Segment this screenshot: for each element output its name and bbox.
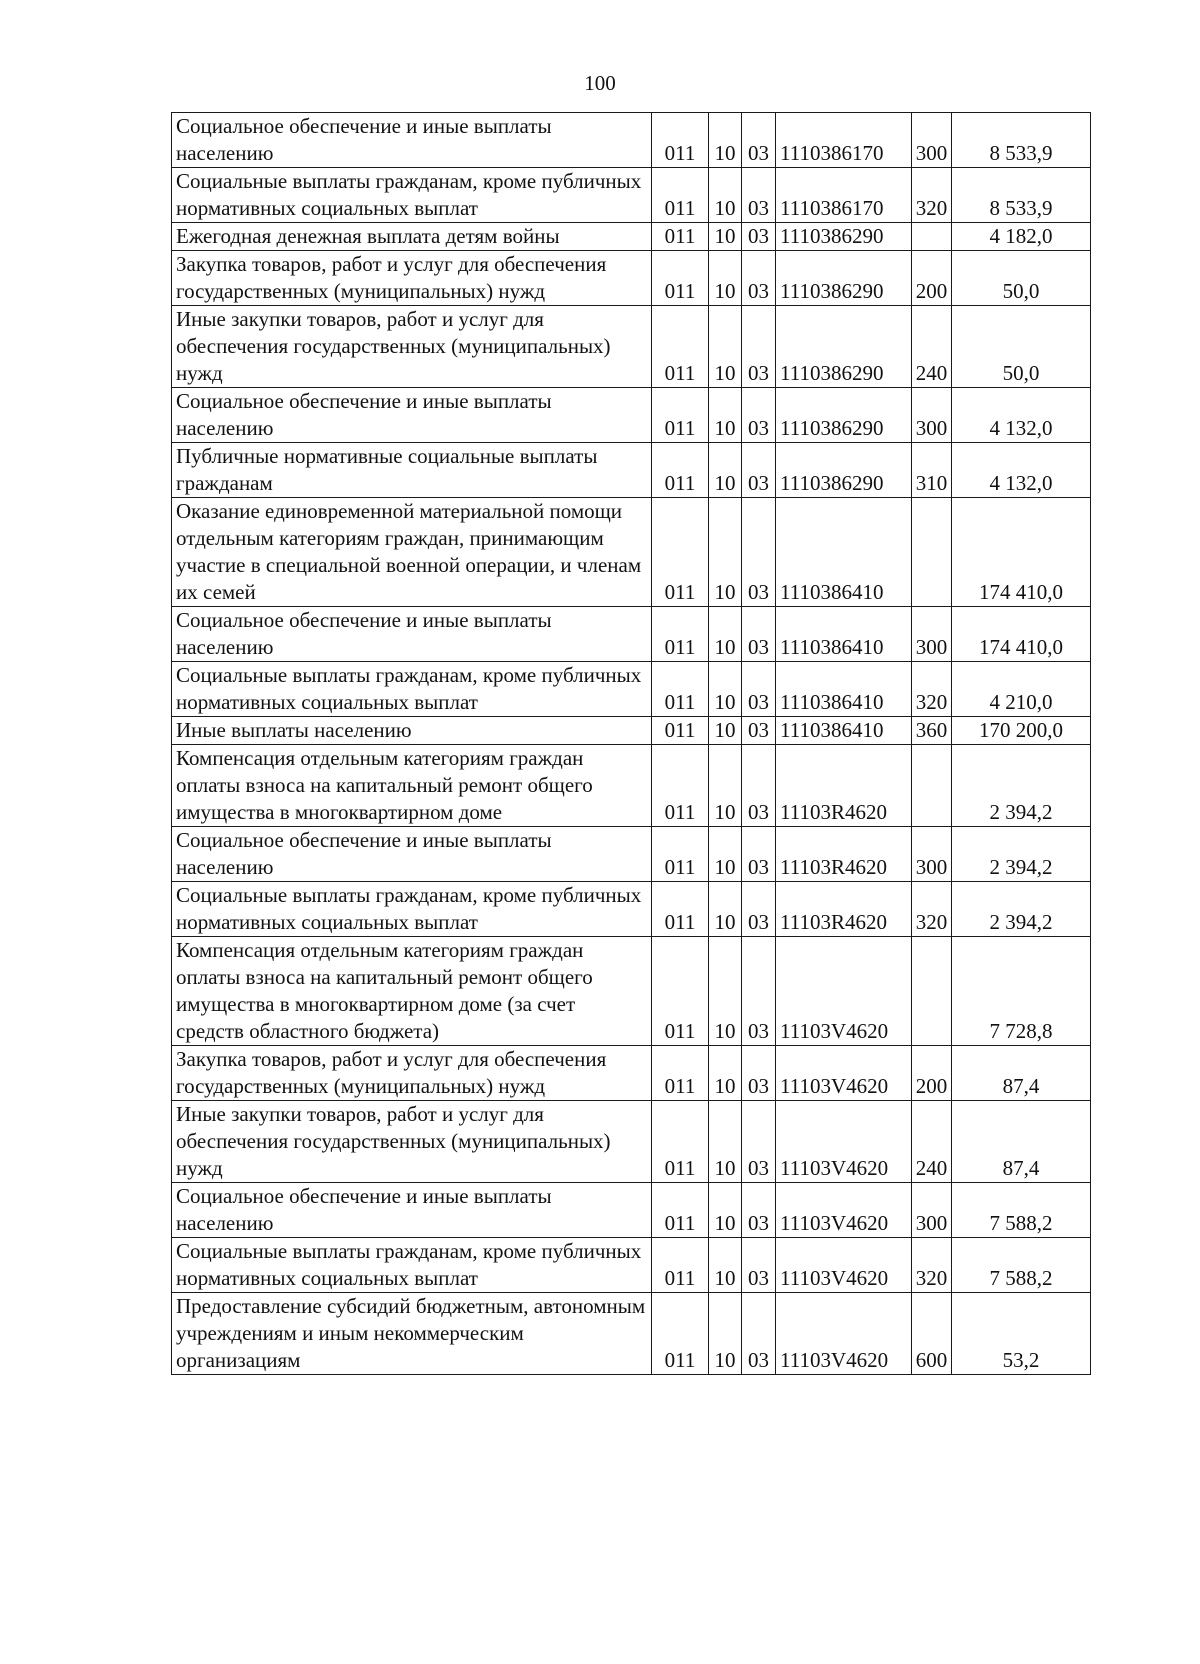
row-subsection-code: 03 [742,882,776,937]
row-amount: 87,4 [952,1101,1091,1183]
row-amount: 4 132,0 [952,388,1091,443]
row-target-article: 11103V4620 [776,1293,912,1375]
row-section-code: 10 [709,498,742,607]
row-target-article: 1110386410 [776,607,912,662]
row-ved-code: 011 [652,827,709,882]
row-amount: 2 394,2 [952,827,1091,882]
row-expense-type: 300 [912,607,952,662]
row-subsection-code: 03 [742,306,776,388]
row-target-article: 11103V4620 [776,937,912,1046]
row-target-article: 1110386410 [776,717,912,745]
row-subsection-code: 03 [742,388,776,443]
row-section-code: 10 [709,662,742,717]
row-name: Социальное обеспечение и иные выплаты населению [172,827,652,882]
row-amount: 87,4 [952,1046,1091,1101]
row-subsection-code: 03 [742,223,776,251]
table-row [172,388,1091,443]
row-subsection-code: 03 [742,937,776,1046]
row-subsection-code: 03 [742,443,776,498]
row-ved-code: 011 [652,1046,709,1101]
row-section-code: 10 [709,1293,742,1375]
row-amount: 4 132,0 [952,443,1091,498]
row-target-article: 1110386290 [776,388,912,443]
table-row [172,443,1091,498]
row-section-code: 10 [709,607,742,662]
table-row [172,498,1091,607]
row-name: Компенсация отдельным категориям граждан оплаты взноса на капитальный ремонт общего имущества в многоквартирном доме (за счет средств областного бюджета) [172,937,652,1046]
row-ved-code: 011 [652,745,709,827]
row-name: Социальные выплаты гражданам, кроме публичных нормативных социальных выплат [172,662,652,717]
table-row [172,607,1091,662]
row-name: Социальные выплаты гражданам, кроме публичных нормативных социальных выплат [172,168,652,223]
row-expense-type: 310 [912,443,952,498]
row-ved-code: 011 [652,223,709,251]
row-target-article: 1110386410 [776,662,912,717]
row-name: Ежегодная денежная выплата детям войны [172,223,652,251]
row-target-article: 11103R4620 [776,745,912,827]
row-section-code: 10 [709,443,742,498]
row-amount: 4 210,0 [952,662,1091,717]
row-amount: 174 410,0 [952,498,1091,607]
row-name: Социальные выплаты гражданам, кроме публичных нормативных социальных выплат [172,882,652,937]
table-row [172,113,1091,168]
row-amount: 4 182,0 [952,223,1091,251]
row-expense-type [912,745,952,827]
row-amount: 7 588,2 [952,1238,1091,1293]
row-amount: 2 394,2 [952,745,1091,827]
table-row [172,1238,1091,1293]
row-subsection-code: 03 [742,1046,776,1101]
row-expense-type: 200 [912,1046,952,1101]
row-subsection-code: 03 [742,113,776,168]
row-subsection-code: 03 [742,1101,776,1183]
row-target-article: 11103R4620 [776,882,912,937]
row-expense-type: 300 [912,113,952,168]
row-ved-code: 011 [652,1238,709,1293]
row-subsection-code: 03 [742,1293,776,1375]
row-target-article: 11103V4620 [776,1101,912,1183]
table-row [172,223,1091,251]
table-body [172,113,1091,1375]
row-subsection-code: 03 [742,168,776,223]
row-subsection-code: 03 [742,498,776,607]
row-ved-code: 011 [652,717,709,745]
table-row [172,662,1091,717]
row-section-code: 10 [709,1046,742,1101]
row-target-article: 11103V4620 [776,1046,912,1101]
row-target-article: 1110386170 [776,168,912,223]
row-name: Иные закупки товаров, работ и услуг для обеспечения государственных (муниципальных) нужд [172,306,652,388]
row-target-article: 1110386290 [776,251,912,306]
row-amount: 50,0 [952,251,1091,306]
row-section-code: 10 [709,251,742,306]
row-target-article: 1110386410 [776,498,912,607]
row-expense-type: 300 [912,388,952,443]
row-expense-type [912,223,952,251]
row-target-article: 1110386290 [776,443,912,498]
row-ved-code: 011 [652,113,709,168]
row-expense-type: 300 [912,827,952,882]
row-section-code: 10 [709,745,742,827]
row-expense-type: 320 [912,1238,952,1293]
row-expense-type: 320 [912,662,952,717]
row-subsection-code: 03 [742,745,776,827]
row-name: Оказание единовременной материальной помощи отдельным категориям граждан, принимающим участие в специальной военной операции, и членам их семей [172,498,652,607]
row-target-article: 11103V4620 [776,1238,912,1293]
row-section-code: 10 [709,827,742,882]
row-name: Компенсация отдельным категориям граждан оплаты взноса на капитальный ремонт общего имущества в многоквартирном доме [172,745,652,827]
row-subsection-code: 03 [742,662,776,717]
row-ved-code: 011 [652,498,709,607]
row-section-code: 10 [709,388,742,443]
row-expense-type: 360 [912,717,952,745]
row-section-code: 10 [709,937,742,1046]
row-ved-code: 011 [652,662,709,717]
row-ved-code: 011 [652,937,709,1046]
row-ved-code: 011 [652,306,709,388]
row-target-article: 1110386290 [776,306,912,388]
row-subsection-code: 03 [742,827,776,882]
table-row [172,1101,1091,1183]
row-target-article: 1110386170 [776,113,912,168]
row-name: Социальное обеспечение и иные выплаты населению [172,113,652,168]
row-expense-type [912,498,952,607]
table-row [172,827,1091,882]
row-name: Социальное обеспечение и иные выплаты населению [172,1183,652,1238]
table-row [172,168,1091,223]
table-row [172,1046,1091,1101]
table-row [172,1293,1091,1375]
table-row [172,306,1091,388]
row-section-code: 10 [709,223,742,251]
row-amount: 170 200,0 [952,717,1091,745]
row-subsection-code: 03 [742,1183,776,1238]
row-amount: 7 728,8 [952,937,1091,1046]
row-name: Предоставление субсидий бюджетным, автономным учреждениям и иным некоммерческим организациям [172,1293,652,1375]
row-expense-type: 320 [912,168,952,223]
row-ved-code: 011 [652,443,709,498]
row-expense-type: 240 [912,306,952,388]
table-row [172,745,1091,827]
row-ved-code: 011 [652,168,709,223]
row-name: Социальное обеспечение и иные выплаты населению [172,607,652,662]
row-name: Социальные выплаты гражданам, кроме публичных нормативных социальных выплат [172,1238,652,1293]
row-section-code: 10 [709,168,742,223]
row-ved-code: 011 [652,1183,709,1238]
table-row [172,717,1091,745]
row-expense-type: 320 [912,882,952,937]
row-subsection-code: 03 [742,1238,776,1293]
row-ved-code: 011 [652,1293,709,1375]
row-section-code: 10 [709,1238,742,1293]
page-number: 100 [584,71,616,95]
row-section-code: 10 [709,1183,742,1238]
row-target-article: 11103R4620 [776,827,912,882]
row-subsection-code: 03 [742,607,776,662]
row-ved-code: 011 [652,388,709,443]
row-amount: 7 588,2 [952,1183,1091,1238]
row-ved-code: 011 [652,607,709,662]
row-expense-type: 600 [912,1293,952,1375]
row-section-code: 10 [709,113,742,168]
row-name: Закупка товаров, работ и услуг для обеспечения государственных (муниципальных) нужд [172,251,652,306]
row-name: Социальное обеспечение и иные выплаты населению [172,388,652,443]
row-name: Иные закупки товаров, работ и услуг для обеспечения государственных (муниципальных) нужд [172,1101,652,1183]
row-subsection-code: 03 [742,251,776,306]
row-name: Закупка товаров, работ и услуг для обеспечения государственных (муниципальных) нужд [172,1046,652,1101]
row-name: Публичные нормативные социальные выплаты гражданам [172,443,652,498]
table-row [172,882,1091,937]
row-expense-type: 240 [912,1101,952,1183]
row-name: Иные выплаты населению [172,717,652,745]
row-amount: 2 394,2 [952,882,1091,937]
row-section-code: 10 [709,717,742,745]
row-ved-code: 011 [652,882,709,937]
row-amount: 53,2 [952,1293,1091,1375]
table-row [172,251,1091,306]
table-row [172,1183,1091,1238]
row-target-article: 11103V4620 [776,1183,912,1238]
row-section-code: 10 [709,306,742,388]
row-expense-type: 300 [912,1183,952,1238]
row-expense-type: 200 [912,251,952,306]
row-target-article: 1110386290 [776,223,912,251]
row-subsection-code: 03 [742,717,776,745]
table-row [172,937,1091,1046]
row-section-code: 10 [709,1101,742,1183]
row-ved-code: 011 [652,251,709,306]
row-amount: 8 533,9 [952,168,1091,223]
row-amount: 50,0 [952,306,1091,388]
row-section-code: 10 [709,882,742,937]
row-ved-code: 011 [652,1101,709,1183]
budget-table [171,112,1091,1375]
row-expense-type [912,937,952,1046]
row-amount: 174 410,0 [952,607,1091,662]
row-amount: 8 533,9 [952,113,1091,168]
